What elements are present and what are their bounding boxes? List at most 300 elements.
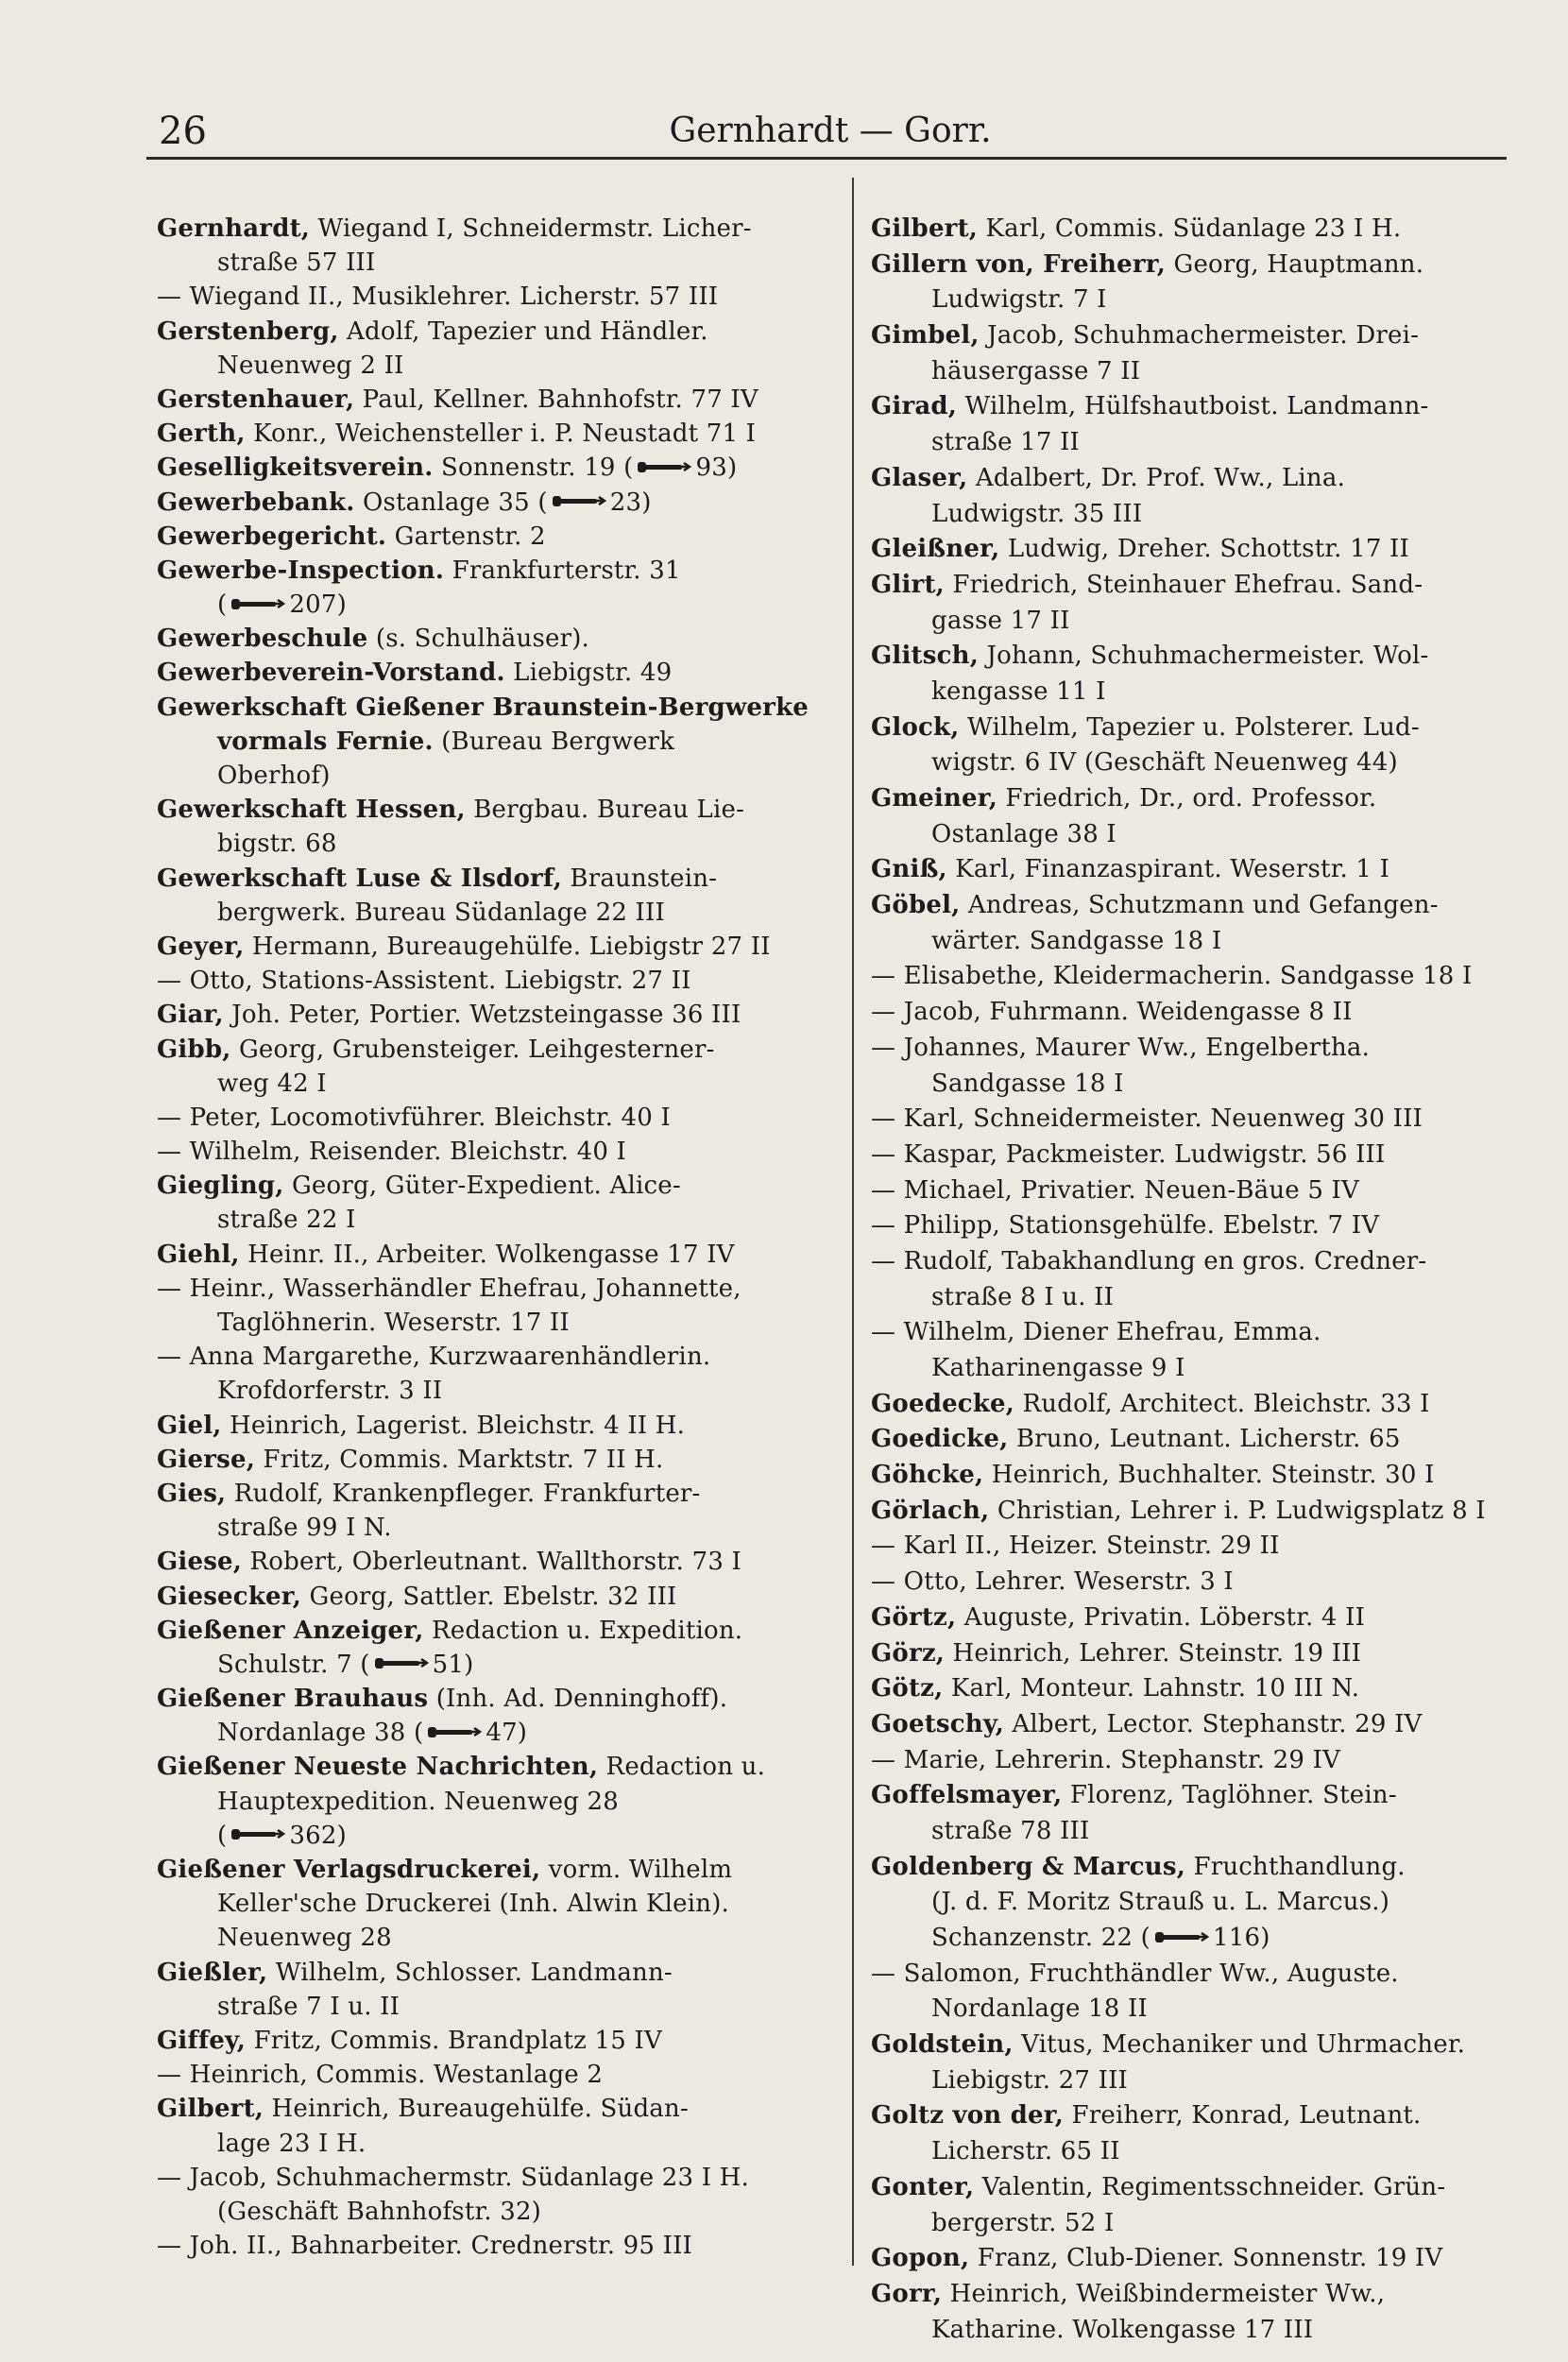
directory-entry: [157, 964, 831, 998]
directory-entry: [157, 1545, 831, 1579]
entry-details: Ludwig, Dreher. Schottstr. 17 II: [999, 535, 1409, 564]
directory-entry: [157, 554, 831, 588]
entry-details: Redaction u.: [598, 1753, 766, 1782]
directory-entry: [157, 451, 831, 485]
directory-entry: [871, 1565, 1545, 1600]
telephone-handset-icon: [427, 1725, 482, 1739]
entry-name: Gmeiner,: [871, 784, 998, 813]
directory-entry: [157, 1033, 831, 1067]
entry-name: Gewerbeschule: [157, 625, 368, 654]
directory-entry: [157, 1819, 831, 1853]
entry-details: Florenz, Taglöhner. Stein-: [1062, 1781, 1397, 1810]
entry-name: Gleißner,: [871, 535, 1000, 564]
directory-entry: [871, 1743, 1545, 1779]
entry-details: (Geschäft Bahnhofstr. 32): [217, 2197, 542, 2226]
directory-entry: [157, 1750, 831, 1784]
directory-entry: [157, 622, 831, 656]
entry-name: Gorr,: [871, 2279, 943, 2308]
entry-name: Gewerbe-Inspection.: [157, 556, 445, 585]
directory-entry: [871, 995, 1545, 1031]
entry-details: bergerstr. 52 I: [931, 2208, 1115, 2237]
directory-entry: [871, 568, 1545, 604]
entry-details: Paul, Kellner. Bahnhofstr. 77 IV: [354, 385, 758, 414]
directory-entry: [157, 1477, 831, 1511]
entry-name: Glirt,: [871, 570, 945, 599]
entry-details: Konr., Weichensteller i. P. Neustadt 71 I: [245, 419, 757, 449]
entry-name: Gonter,: [871, 2172, 975, 2201]
directory-entry: [157, 246, 831, 280]
entry-details: Joh. Peter, Portier. Wetzsteingasse 36 III: [223, 1001, 741, 1030]
directory-entry: [871, 924, 1545, 960]
entry-name: Gilbert,: [157, 2095, 264, 2124]
entry-details: Adalbert, Dr. Prof. Ww., Lina.: [967, 463, 1346, 492]
entry-details: Bruno, Leutnant. Licherstr. 65: [1008, 1425, 1401, 1454]
entry-details: Liebigstr. 49: [504, 659, 673, 688]
entry-details: Georg, Sattler. Ebelstr. 32 III: [301, 1582, 677, 1611]
entry-details: Albert, Lector. Stephanstr. 29 IV: [1003, 1709, 1423, 1738]
entry-details: — Wilhelm, Reisender. Bleichstr. 40 I: [157, 1138, 627, 1167]
directory-entry: [157, 1921, 831, 1955]
telephone-handset-icon: [230, 597, 285, 611]
entry-details: Georg, Güter-Expedient. Alice-: [283, 1172, 681, 1201]
directory-entry: [871, 2170, 1545, 2206]
entry-name: Giesecker,: [157, 1582, 302, 1611]
entry-details: Bergbau. Bureau Lie-: [465, 796, 745, 825]
entry-details: — Johannes, Maurer Ww., Engelbertha.: [871, 1033, 1371, 1062]
entry-details: — Karl, Schneidermeister. Neuenweg 30 III: [871, 1104, 1423, 1134]
entry-name: Gerth,: [157, 419, 246, 449]
directory-entry: [871, 1067, 1545, 1103]
entry-details: Heinrich, Lehrer. Steinstr. 19 III: [945, 1638, 1362, 1668]
directory-entry: [157, 930, 831, 964]
entry-details: (: [217, 1821, 228, 1850]
entry-details: wärter. Sandgasse 18 I: [931, 926, 1222, 955]
entry-name: Gewerbegericht.: [157, 522, 387, 551]
directory-entry: [871, 1208, 1545, 1244]
entry-name: Goffelsmayer,: [871, 1781, 1063, 1810]
directory-entry: [871, 1707, 1545, 1743]
directory-entry: [157, 656, 831, 690]
entry-name: Gerstenberg,: [157, 317, 339, 346]
entry-details: weg 42 I: [217, 1069, 327, 1098]
entry-details: Oberhof): [217, 762, 331, 790]
directory-entry: [871, 1494, 1545, 1530]
entry-details: straße 22 I: [217, 1206, 356, 1235]
entry-details: Rudolf, Architect. Bleichstr. 33 I: [1014, 1389, 1430, 1418]
entry-name: Gernhardt,: [157, 214, 311, 243]
entry-name: Gibb,: [157, 1035, 231, 1064]
directory-entry: [871, 781, 1545, 817]
entry-details: — Elisabethe, Kleidermacherin. Sandgasse 18 I: [871, 962, 1473, 991]
entry-details: Frankfurterstr. 31: [444, 556, 681, 585]
directory-entry: [871, 1636, 1545, 1672]
directory-entry: [157, 349, 831, 383]
directory-entry: [157, 2195, 831, 2229]
entry-details: Karl, Commis. Südanlage 23 I H.: [978, 214, 1402, 243]
entry-details: Licherstr. 65 II: [931, 2137, 1120, 2166]
entry-details: Freiherr, Konrad, Leutnant.: [1064, 2101, 1422, 2131]
entry-details: Georg, Grubensteiger. Leihgesterner-: [230, 1035, 715, 1064]
entry-name: Giel,: [157, 1411, 222, 1440]
directory-entry: [871, 2098, 1545, 2134]
directory-entry: [871, 1031, 1545, 1067]
entry-details: — Salomon, Fruchthändler Ww., Auguste.: [871, 1959, 1399, 1988]
directory-entry: [157, 1238, 831, 1272]
directory-entry: [871, 1315, 1545, 1351]
directory-entry: [157, 862, 831, 896]
entry-name: Giar,: [157, 1001, 224, 1030]
entry-details: Ostanlage 38 I: [931, 819, 1116, 848]
entry-details: straße 99 I N.: [217, 1514, 392, 1543]
entry-details: (Bureau Bergwerk: [433, 727, 675, 756]
entry-name: Gießener Verlagsdruckerei,: [157, 1856, 541, 1884]
directory-entry: [871, 817, 1545, 853]
entry-name: Glitsch,: [871, 642, 979, 671]
directory-entry: [871, 2134, 1545, 2170]
directory-entry: [871, 1600, 1545, 1636]
directory-entry: [157, 1853, 831, 1887]
entry-details: Liebigstr. 27 III: [931, 2065, 1129, 2095]
entry-details: Friedrich, Dr., ord. Professor.: [997, 784, 1377, 813]
entry-name: Goetschy,: [871, 1709, 1004, 1738]
directory-entry: [157, 2161, 831, 2195]
directory-entry: [871, 354, 1545, 390]
directory-entry: [157, 1272, 831, 1306]
entry-details: — Heinr., Wasserhändler Ehefrau, Johannette,: [157, 1274, 741, 1303]
telephone-handset-icon: [374, 1656, 429, 1670]
entry-details: Nordanlage 18 II: [931, 1994, 1148, 2024]
telephone-handset-icon: [230, 1827, 285, 1841]
directory-entry: [157, 691, 831, 725]
directory-entry: [157, 280, 831, 314]
directory-entry: [157, 588, 831, 622]
entry-name: Gillern von, Freiherr,: [871, 249, 1167, 279]
directory-entry: [871, 1102, 1545, 1138]
entry-name: Gniß,: [871, 855, 947, 884]
entry-details: Fritz, Commis. Marktstr. 7 II H.: [254, 1445, 664, 1474]
directory-entry: [157, 486, 831, 520]
entry-details: — Jacob, Schuhmachermstr. Südanlage 23 I H.: [157, 2163, 749, 2192]
entry-details: — Peter, Locomotivführer. Bleichstr. 40 I: [157, 1103, 671, 1132]
directory-entry: [871, 888, 1545, 924]
directory-entry: [871, 1885, 1545, 1921]
directory-entry: [157, 383, 831, 417]
entry-details: — Karl II., Heizer. Steinstr. 29 II: [871, 1532, 1280, 1561]
entry-details: Gartenstr. 2: [386, 522, 546, 551]
entry-details: — Marie, Lehrerin. Stephanstr. 29 IV: [871, 1745, 1341, 1774]
entry-details: Krofdorferstr. 3 II: [217, 1377, 443, 1406]
directory-entry: [871, 497, 1545, 533]
phone-number: 93): [695, 454, 738, 483]
entry-name: Gerstenhauer,: [157, 385, 355, 414]
entry-name: Glaser,: [871, 463, 968, 492]
entry-details: — Rudolf, Tabakhandlung en gros. Credner-: [871, 1246, 1427, 1275]
directory-entry: [157, 1374, 831, 1408]
telephone-handset-icon: [637, 460, 691, 474]
entry-name: Görtz,: [871, 1602, 957, 1632]
directory-entry: [157, 1169, 831, 1203]
entry-name: Gewerkschaft Luse & Ilsdorf,: [157, 864, 562, 893]
entry-details: Sandgasse 18 I: [931, 1069, 1124, 1098]
entry-name: Girad,: [871, 392, 958, 421]
phone-number: 23): [609, 488, 652, 517]
directory-entry: [871, 675, 1545, 710]
telephone-handset-icon: [552, 494, 606, 508]
entry-name: Görz,: [871, 1638, 946, 1668]
entry-details: Nordanlage 38 (: [217, 1719, 424, 1748]
entry-details: (J. d. F. Moritz Strauß u. L. Marcus.): [931, 1888, 1390, 1917]
directory-entry: [157, 1956, 831, 1990]
entry-details: Wiegand I, Schneidermstr. Licher-: [310, 214, 752, 243]
directory-entry: [157, 759, 831, 793]
entry-details: Fruchthandlung.: [1185, 1852, 1406, 1881]
entry-name: Goltz von der,: [871, 2101, 1065, 2131]
entry-details: Christian, Lehrer i. P. Ludwigsplatz 8 I: [989, 1496, 1486, 1525]
entry-details: straße 8 I u. II: [931, 1282, 1115, 1311]
directory-entry: [157, 793, 831, 827]
directory-entry: [871, 1921, 1545, 1957]
entry-name: Geselligkeitsverein.: [157, 454, 434, 483]
entry-details: Katharine. Wolkengasse 17 III: [931, 2315, 1314, 2344]
directory-entry: [871, 389, 1545, 425]
entry-details: Auguste, Privatin. Löberstr. 4 II: [956, 1602, 1366, 1632]
entry-details: Ludwigstr. 35 III: [931, 499, 1143, 528]
entry-details: Fritz, Commis. Brandplatz 15 IV: [246, 2026, 662, 2055]
left-column: [157, 212, 831, 2263]
entry-details: gasse 17 II: [931, 606, 1070, 635]
entry-details: Andreas, Schutzmann und Gefangen-: [960, 891, 1439, 920]
directory-entry: [871, 1814, 1545, 1850]
directory-entry: [157, 2127, 831, 2161]
entry-details: kengasse 11 I: [931, 676, 1106, 706]
directory-entry: [871, 852, 1545, 888]
directory-entry: [157, 1887, 831, 1921]
entry-details: — Joh. II., Bahnarbeiter. Crednerstr. 95 III: [157, 2232, 693, 2261]
entry-details: Redaction u. Expedition.: [423, 1616, 743, 1645]
entry-details: Heinrich, Buchhalter. Steinstr. 30 I: [983, 1461, 1435, 1490]
entry-name: Gopon,: [871, 2244, 970, 2273]
directory-entry: [871, 2313, 1545, 2349]
directory-entry: [157, 1306, 831, 1340]
entry-details: Rudolf, Krankenpfleger. Frankfurter-: [226, 1479, 701, 1508]
directory-entry: [871, 425, 1545, 461]
entry-details: lage 23 I H.: [217, 2129, 366, 2158]
entry-details: — Anna Margarethe, Kurzwaarenhändlerin.: [157, 1343, 711, 1372]
directory-entry: [157, 1648, 831, 1682]
entry-name: Goedicke,: [871, 1425, 1009, 1454]
directory-entry: [871, 2277, 1545, 2313]
entry-details: — Wiegand II., Musiklehrer. Licherstr. 57 III: [157, 282, 719, 312]
entry-name: Gimbel,: [871, 321, 980, 351]
entry-details: — Kaspar, Packmeister. Ludwigstr. 56 III: [871, 1139, 1386, 1169]
entry-name: Geyer,: [157, 932, 245, 961]
directory-entry: [871, 1671, 1545, 1707]
entry-name: Goldenberg & Marcus,: [871, 1852, 1185, 1881]
directory-entry: [871, 532, 1545, 568]
directory-entry: [157, 1443, 831, 1477]
directory-entry: [157, 1511, 831, 1545]
entry-name: Glock,: [871, 712, 960, 742]
directory-entry: [871, 2028, 1545, 2063]
entry-name: Gewerkschaft Hessen,: [157, 796, 466, 825]
entry-details: Ostanlage 35 (: [354, 488, 548, 517]
entry-details: Hermann, Bureaugehülfe. Liebigstr 27 II: [244, 932, 771, 961]
entry-details: Wilhelm, Tapezier u. Polsterer. Lud-: [959, 712, 1420, 742]
entry-details: Karl, Monteur. Lahnstr. 10 III N.: [943, 1674, 1360, 1703]
entry-details: vorm. Wilhelm: [540, 1856, 733, 1884]
entry-name: vormals Fernie.: [217, 727, 434, 756]
entry-name: Gießler,: [157, 1958, 268, 1987]
entry-details: Johann, Schuhmachermeister. Wol-: [979, 642, 1429, 671]
entry-name: Görlach,: [871, 1496, 990, 1525]
entry-details: Heinrich, Lagerist. Bleichstr. 4 II H.: [221, 1411, 686, 1440]
entry-name: Giese,: [157, 1548, 243, 1577]
entry-details: Braunstein-: [561, 864, 718, 893]
telephone-handset-icon: [1154, 1930, 1209, 1944]
entry-details: Jacob, Schuhmachermeister. Drei-: [979, 321, 1420, 351]
entry-details: Hauptexpedition. Neuenweg 28: [217, 1787, 619, 1816]
directory-entry: [871, 1957, 1545, 1993]
entry-details: (: [217, 590, 228, 620]
directory-entry: [871, 959, 1545, 995]
entry-name: Giehl,: [157, 1240, 240, 1269]
directory-entry: [871, 1850, 1545, 1886]
entry-details: Wilhelm, Hülfshautboist. Landmann-: [957, 392, 1429, 421]
directory-entry: [157, 1101, 831, 1135]
directory-entry: [871, 2063, 1545, 2099]
entry-name: Giegling,: [157, 1172, 284, 1201]
entry-details: Wilhelm, Schlosser. Landmann-: [267, 1958, 673, 1987]
entry-details: straße 7 I u. II: [217, 1992, 401, 2021]
entry-details: — Heinrich, Commis. Westanlage 2: [157, 2061, 604, 2090]
entry-details: Karl, Finanzaspirant. Weserstr. 1 I: [946, 855, 1390, 884]
phone-number: 116): [1212, 1924, 1270, 1952]
entry-name: Gierse,: [157, 1445, 255, 1474]
entry-details: bergwerk. Bureau Südanlage 22 III: [217, 898, 665, 927]
page-header: [159, 102, 1502, 159]
directory-entry: [157, 1716, 831, 1750]
entry-details: straße 57 III: [217, 248, 376, 278]
directory-entry: [871, 1529, 1545, 1565]
phone-number: 47): [486, 1719, 528, 1748]
directory-entry: [157, 212, 831, 246]
entry-details: — Jacob, Fuhrmann. Weidengasse 8 II: [871, 998, 1353, 1027]
entry-name: Gießener Brauhaus: [157, 1685, 429, 1714]
directory-entry: [871, 1138, 1545, 1173]
directory-entry: [871, 1992, 1545, 2028]
directory-entry: [157, 1580, 831, 1614]
directory-entry: [157, 896, 831, 930]
directory-entry: [871, 248, 1545, 283]
directory-entry: [871, 1778, 1545, 1814]
directory-entry: [871, 282, 1545, 318]
right-column: [871, 212, 1545, 2348]
phone-number: 207): [289, 590, 347, 620]
header-rule: [146, 157, 1507, 160]
entry-details: Valentin, Regimentsschneider. Grün-: [974, 2172, 1446, 2201]
directory-entry: [871, 639, 1545, 675]
directory-entry: [871, 318, 1545, 354]
entry-name: Gewerkschaft Gießener Braunstein-Bergwerke: [157, 693, 810, 722]
directory-entry: [157, 1614, 831, 1648]
entry-details: Robert, Oberleutnant. Wallthorstr. 73 I: [242, 1548, 742, 1577]
entry-name: Gewerbeverein-Vorstand.: [157, 659, 505, 688]
entry-details: Schanzenstr. 22 (: [931, 1924, 1150, 1952]
entry-details: — Wilhelm, Diener Ehefrau, Emma.: [871, 1318, 1321, 1347]
directory-entry: [157, 725, 831, 759]
entry-details: Vitus, Mechaniker und Uhrmacher.: [1013, 2030, 1466, 2060]
entry-details: wigstr. 6 IV (Geschäft Neuenweg 44): [931, 748, 1398, 778]
entry-details: Franz, Club-Diener. Sonnenstr. 19 IV: [969, 2244, 1443, 2273]
directory-entry: [871, 1458, 1545, 1494]
entry-name: Gies,: [157, 1479, 227, 1508]
entry-details: Neuenweg 2 II: [217, 351, 404, 380]
directory-entry: [157, 2092, 831, 2126]
directory-entry: [157, 1203, 831, 1237]
directory-entry: [157, 827, 831, 861]
directory-entry: [157, 2229, 831, 2263]
directory-entry: [871, 1173, 1545, 1209]
entry-details: Katharinengasse 9 I: [931, 1354, 1185, 1382]
entry-name: Gilbert,: [871, 214, 979, 243]
directory-entry: [871, 745, 1545, 781]
directory-entry: [157, 417, 831, 451]
running-head: Gernhardt — Gorr.: [669, 111, 992, 150]
directory-entry: [157, 1135, 831, 1169]
directory-entry: [871, 461, 1545, 497]
directory-entry: [871, 1351, 1545, 1387]
entry-details: — Philipp, Stationsgehülfe. Ebelstr. 7 IV: [871, 1211, 1380, 1241]
column-divider: [852, 178, 854, 2266]
directory-entry: [157, 1409, 831, 1443]
page-number: 26: [159, 110, 207, 153]
entry-name: Göbel,: [871, 891, 961, 920]
entry-details: Friedrich, Steinhauer Ehefrau. Sand-: [944, 570, 1423, 599]
entry-details: — Otto, Stations-Assistent. Liebigstr. 27 II: [157, 967, 691, 996]
directory-entry: [157, 1682, 831, 1716]
directory-entry: [157, 315, 831, 349]
phone-number: 362): [289, 1821, 347, 1850]
entry-details: Taglöhnerin. Weserstr. 17 II: [217, 1309, 570, 1337]
phone-number: 51): [432, 1650, 474, 1679]
entry-details: Adolf, Tapezier und Händler.: [338, 317, 708, 346]
entry-details: Georg, Hauptmann.: [1166, 249, 1424, 279]
entry-details: Neuenweg 28: [217, 1924, 392, 1953]
entry-details: Heinrich, Weißbindermeister Ww.,: [942, 2279, 1386, 2308]
entry-details: (s. Schulhäuser).: [367, 625, 590, 654]
entry-details: Keller'sche Druckerei (Inh. Alwin Klein).: [217, 1890, 730, 1919]
entry-details: — Michael, Privatier. Neuen-Bäue 5 IV: [871, 1175, 1359, 1205]
entry-name: Gewerbebank.: [157, 488, 355, 517]
directory-entry: [871, 710, 1545, 746]
entry-name: Gießener Anzeiger,: [157, 1616, 424, 1645]
entry-details: Heinr. II., Arbeiter. Wolkengasse 17 IV: [239, 1240, 735, 1269]
entry-details: — Otto, Lehrer. Weserstr. 3 I: [871, 1567, 1234, 1597]
directory-entry: [871, 1280, 1545, 1316]
directory-entry: [871, 1244, 1545, 1280]
entry-details: Sonnenstr. 19 (: [433, 454, 634, 483]
entry-details: bigstr. 68: [217, 830, 337, 859]
entry-name: Gießener Neueste Nachrichten,: [157, 1753, 599, 1782]
directory-entry: [157, 2024, 831, 2058]
entry-name: Giffey,: [157, 2026, 247, 2055]
directory-entry: [157, 998, 831, 1032]
entry-name: Götz,: [871, 1674, 944, 1703]
entry-details: häusergasse 7 II: [931, 356, 1141, 385]
directory-entry: [157, 520, 831, 554]
directory-entry: [157, 1067, 831, 1101]
entry-name: Göhcke,: [871, 1461, 984, 1490]
